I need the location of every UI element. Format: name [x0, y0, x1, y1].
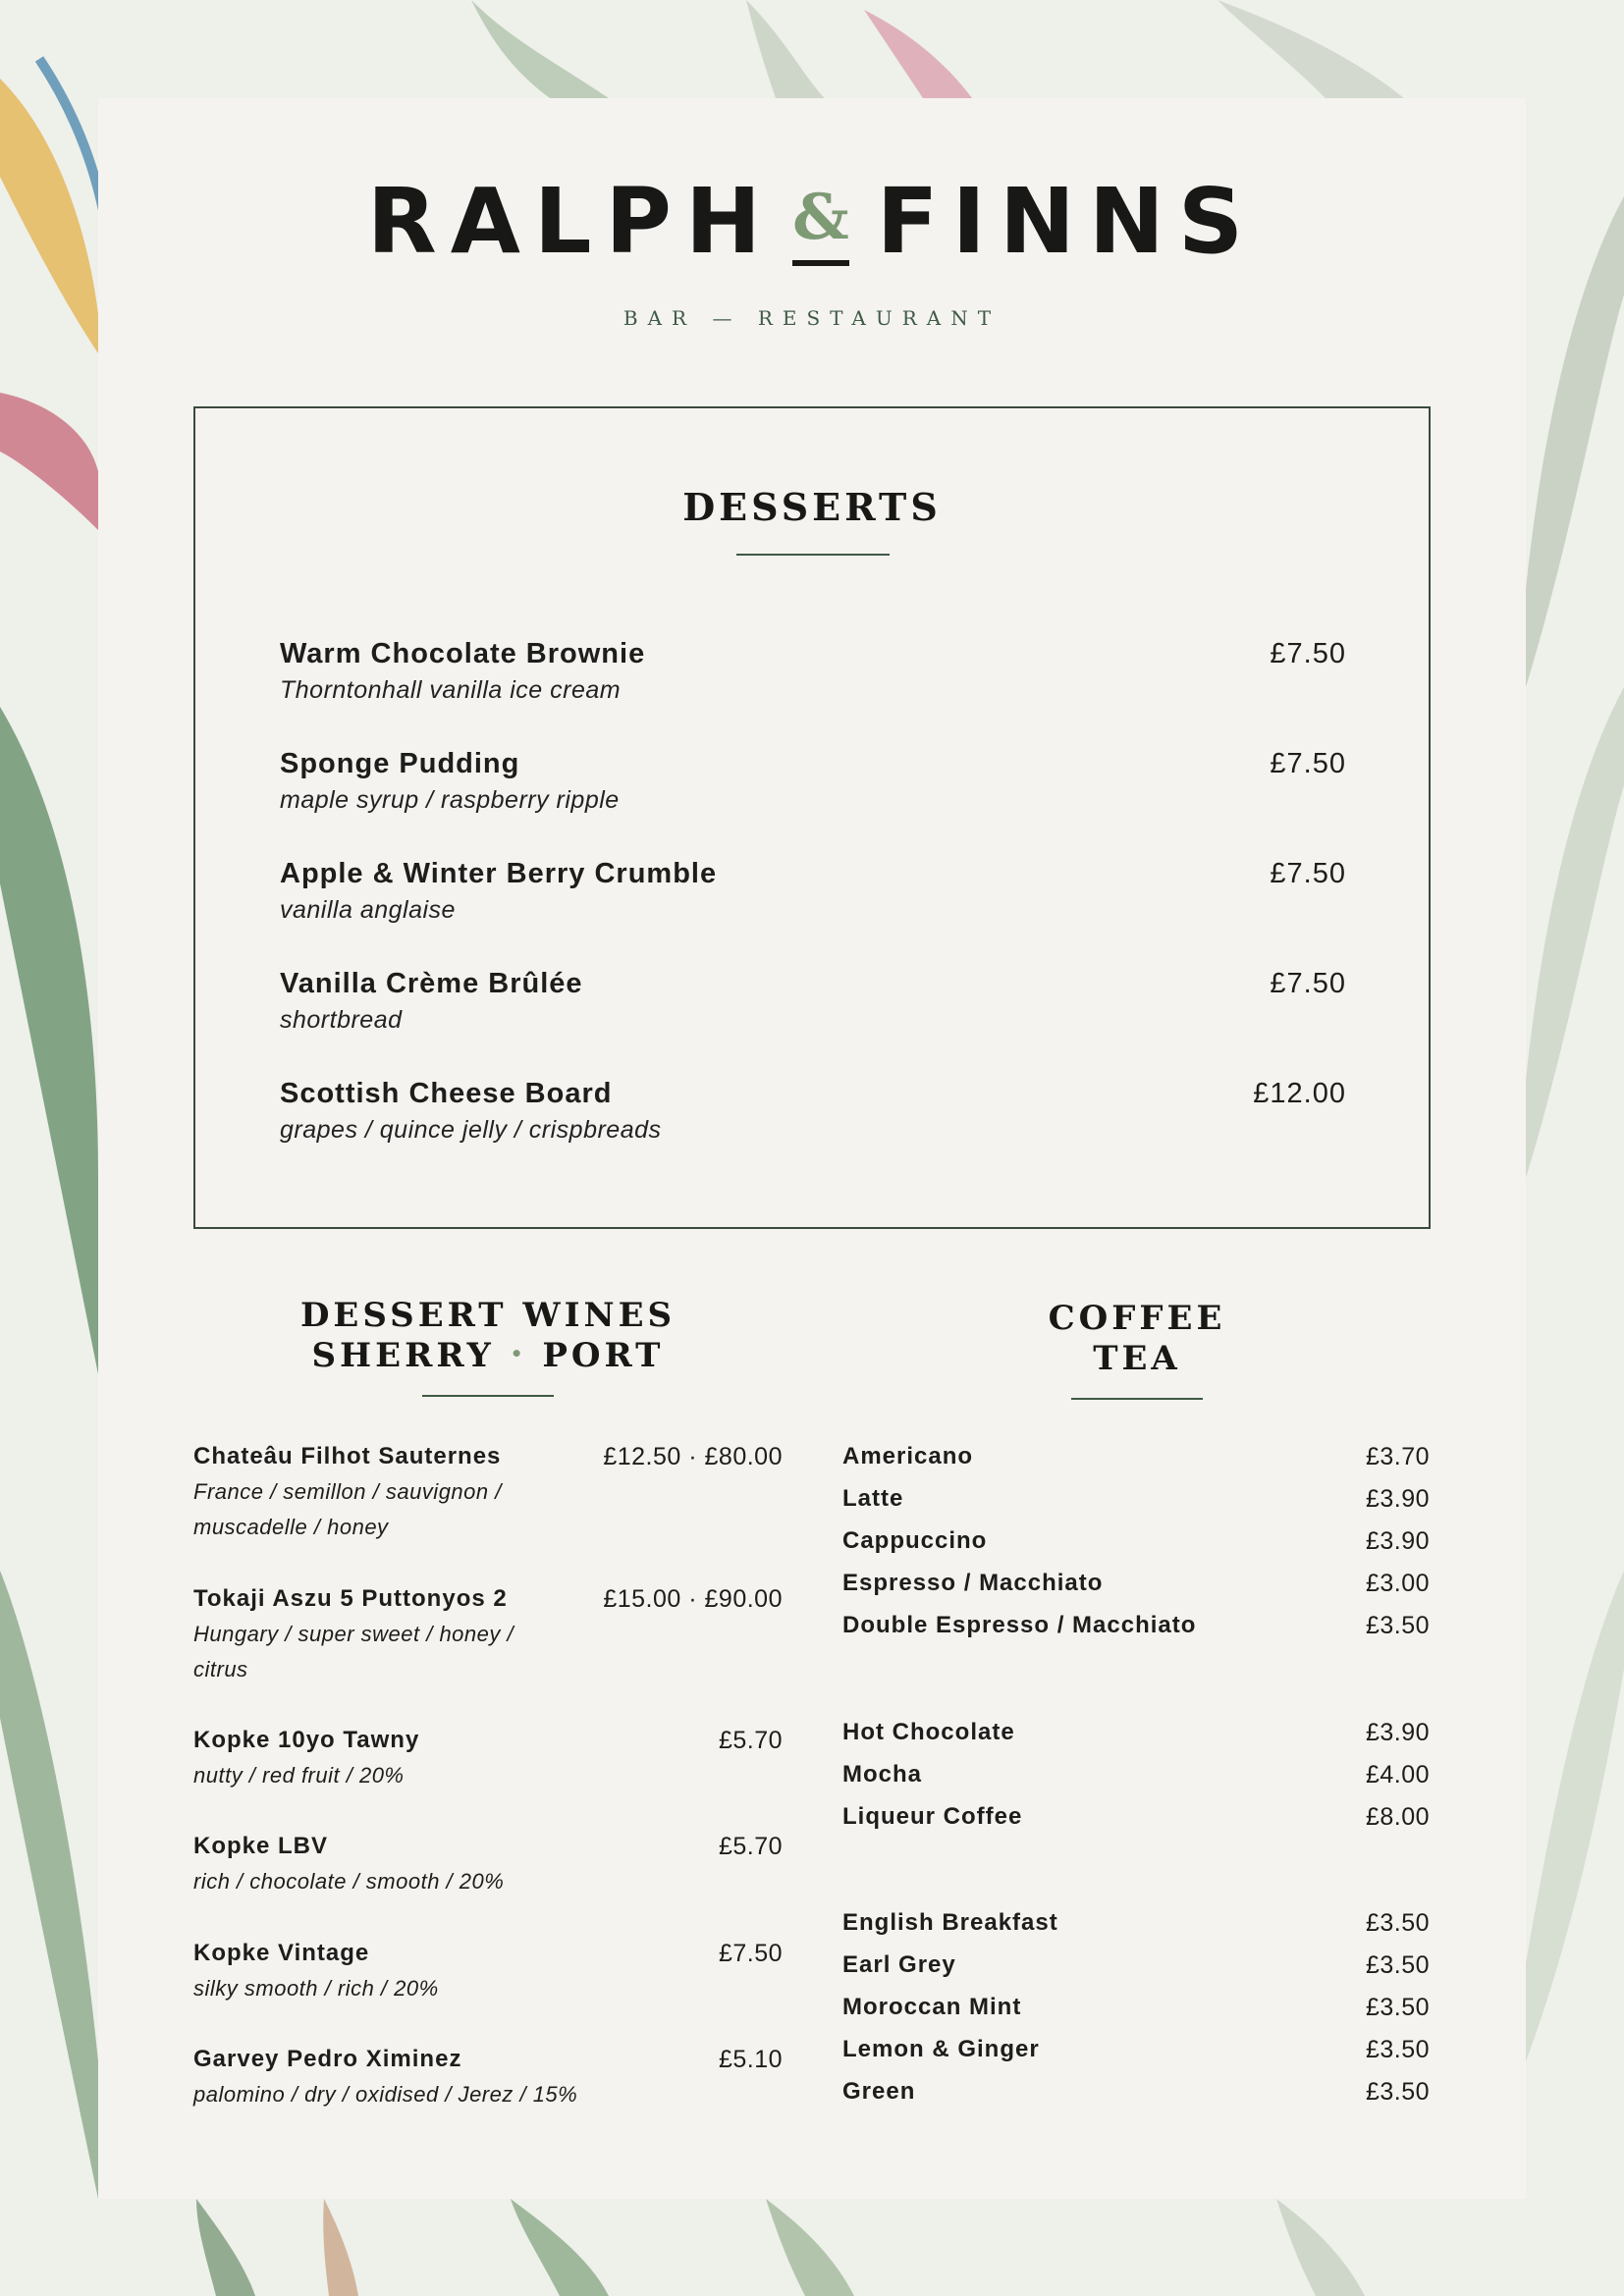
chocolate-item [842, 1803, 1430, 1842]
coffee-item [842, 1527, 1430, 1567]
drink-price: £3.50 [1365, 1612, 1430, 1639]
chocolate-item [842, 1719, 1430, 1758]
wine-item [193, 1727, 783, 1793]
coffee-tea-title-rule [1071, 1398, 1203, 1400]
tea-title: TEA [1093, 1338, 1181, 1378]
wine-description: palomino / dry / oxidised / Jerez / 15% [193, 2082, 578, 2107]
dessert-item [280, 638, 1346, 705]
coffee-item [842, 1485, 1430, 1524]
coffee-tea-title [842, 1299, 1432, 1379]
desserts-section [193, 406, 1431, 1229]
wine-description: rich / chocolate / smooth / 20% [193, 1869, 505, 1894]
brand-ampersand: & [791, 181, 849, 254]
dessert-item [280, 968, 1346, 1035]
tea-item [842, 2036, 1430, 2075]
dessert-price: £7.50 [1270, 968, 1346, 999]
drink-name: Liqueur Coffee [842, 1803, 1023, 1830]
dessert-description: maple syrup / raspberry ripple [280, 786, 620, 814]
wine-description: France / semillon / sauvignon / muscadelle / honey [193, 1479, 502, 1539]
desserts-title-rule [736, 554, 890, 556]
wine-price: £15.00 · £90.00 [603, 1585, 783, 1613]
wine-price: £5.70 [718, 1727, 783, 1754]
drink-price: £3.90 [1365, 1485, 1430, 1513]
wine-price: £7.50 [718, 1940, 783, 1967]
drink-price: £3.50 [1365, 1994, 1430, 2021]
drink-price: £3.70 [1365, 1443, 1430, 1470]
wines-title-rule [422, 1395, 554, 1397]
dessert-name: Scottish Cheese Board [280, 1078, 613, 1109]
drink-price: £3.50 [1365, 2078, 1430, 2106]
dessert-name: Apple & Winter Berry Crumble [280, 858, 718, 889]
drink-name: Mocha [842, 1761, 923, 1788]
dessert-description: Thorntonhall vanilla ice cream [280, 676, 622, 704]
wine-description: silky smooth / rich / 20% [193, 1976, 439, 2001]
wine-name: Chateâu Filhot Sauternes [193, 1443, 502, 1469]
drink-name: Espresso / Macchiato [842, 1570, 1104, 1596]
wine-price: £5.70 [718, 1833, 783, 1860]
coffee-item [842, 1570, 1430, 1609]
menu-header [98, 169, 1526, 330]
wine-item [193, 2046, 783, 2112]
drink-name: Hot Chocolate [842, 1719, 1015, 1745]
wines-title-sherry: SHERRY [311, 1335, 495, 1375]
wine-description: Hungary / super sweet / honey / citrus [193, 1622, 514, 1682]
dessert-description: shortbread [280, 1006, 403, 1034]
drink-name: Latte [842, 1485, 904, 1512]
wine-name: Kopke Vintage [193, 1940, 370, 1966]
tea-item [842, 1909, 1430, 1949]
drink-name: Earl Grey [842, 1951, 956, 1978]
drink-price: £3.90 [1365, 1719, 1430, 1746]
dessert-description: grapes / quince jelly / crispbreads [280, 1116, 662, 1144]
wine-name: Garvey Pedro Ximinez [193, 2046, 462, 2072]
drink-price: £4.00 [1365, 1761, 1430, 1789]
chocolate-item [842, 1761, 1430, 1800]
brand-logo [98, 169, 1526, 274]
dessert-price: £7.50 [1270, 748, 1346, 779]
drink-price: £8.00 [1365, 1803, 1430, 1831]
drink-name: English Breakfast [842, 1909, 1058, 1936]
wine-name: Tokaji Aszu 5 Puttonyos 2 [193, 1585, 508, 1612]
wine-item [193, 1940, 783, 2006]
brand-tagline: BAR — RESTAURANT [623, 306, 1001, 330]
drink-name: Cappuccino [842, 1527, 988, 1554]
dessert-name: Sponge Pudding [280, 748, 520, 779]
tea-item [842, 2078, 1430, 2117]
drink-price: £3.90 [1365, 1527, 1430, 1555]
wine-item [193, 1443, 783, 1545]
wine-item [193, 1585, 783, 1687]
dessert-item [280, 748, 1346, 815]
coffee-title: COFFEE [1048, 1299, 1226, 1338]
dessert-item [280, 858, 1346, 925]
wines-title-dot: • [510, 1341, 527, 1365]
wines-title-line1: DESSERT WINES [299, 1296, 677, 1335]
dessert-name: Warm Chocolate Brownie [280, 638, 646, 669]
dessert-price: £7.50 [1270, 858, 1346, 889]
brand-name-right: FINNS [876, 169, 1258, 274]
wines-title [193, 1296, 783, 1376]
tea-item [842, 1951, 1430, 1991]
wine-description: nutty / red fruit / 20% [193, 1763, 405, 1788]
dessert-item [280, 1078, 1346, 1145]
wine-item [193, 1833, 783, 1899]
wine-name: Kopke LBV [193, 1833, 329, 1859]
desserts-title: DESSERTS [682, 485, 942, 529]
drink-name: Double Espresso / Macchiato [842, 1612, 1197, 1638]
drink-name: Lemon & Ginger [842, 2036, 1040, 2062]
coffee-item [842, 1612, 1430, 1651]
drink-price: £3.50 [1365, 1909, 1430, 1937]
drink-name: Americano [842, 1443, 974, 1469]
wine-price: £12.50 · £80.00 [603, 1443, 783, 1470]
dessert-price: £7.50 [1270, 638, 1346, 669]
wines-title-line2 [193, 1336, 783, 1376]
wine-name: Kopke 10yo Tawny [193, 1727, 420, 1753]
dessert-price: £12.00 [1253, 1078, 1346, 1109]
dessert-name: Vanilla Crème Brûlée [280, 968, 583, 999]
drink-price: £3.50 [1365, 2036, 1430, 2063]
drink-name: Moroccan Mint [842, 1994, 1022, 2020]
drink-price: £3.00 [1365, 1570, 1430, 1597]
drink-price: £3.50 [1365, 1951, 1430, 1979]
wine-price: £5.10 [718, 2046, 783, 2073]
coffee-item [842, 1443, 1430, 1482]
tea-item [842, 1994, 1430, 2033]
wines-title-port: PORT [542, 1335, 665, 1375]
brand-name-left: RALPH [366, 169, 775, 274]
drink-name: Green [842, 2078, 916, 2105]
dessert-description: vanilla anglaise [280, 896, 456, 924]
